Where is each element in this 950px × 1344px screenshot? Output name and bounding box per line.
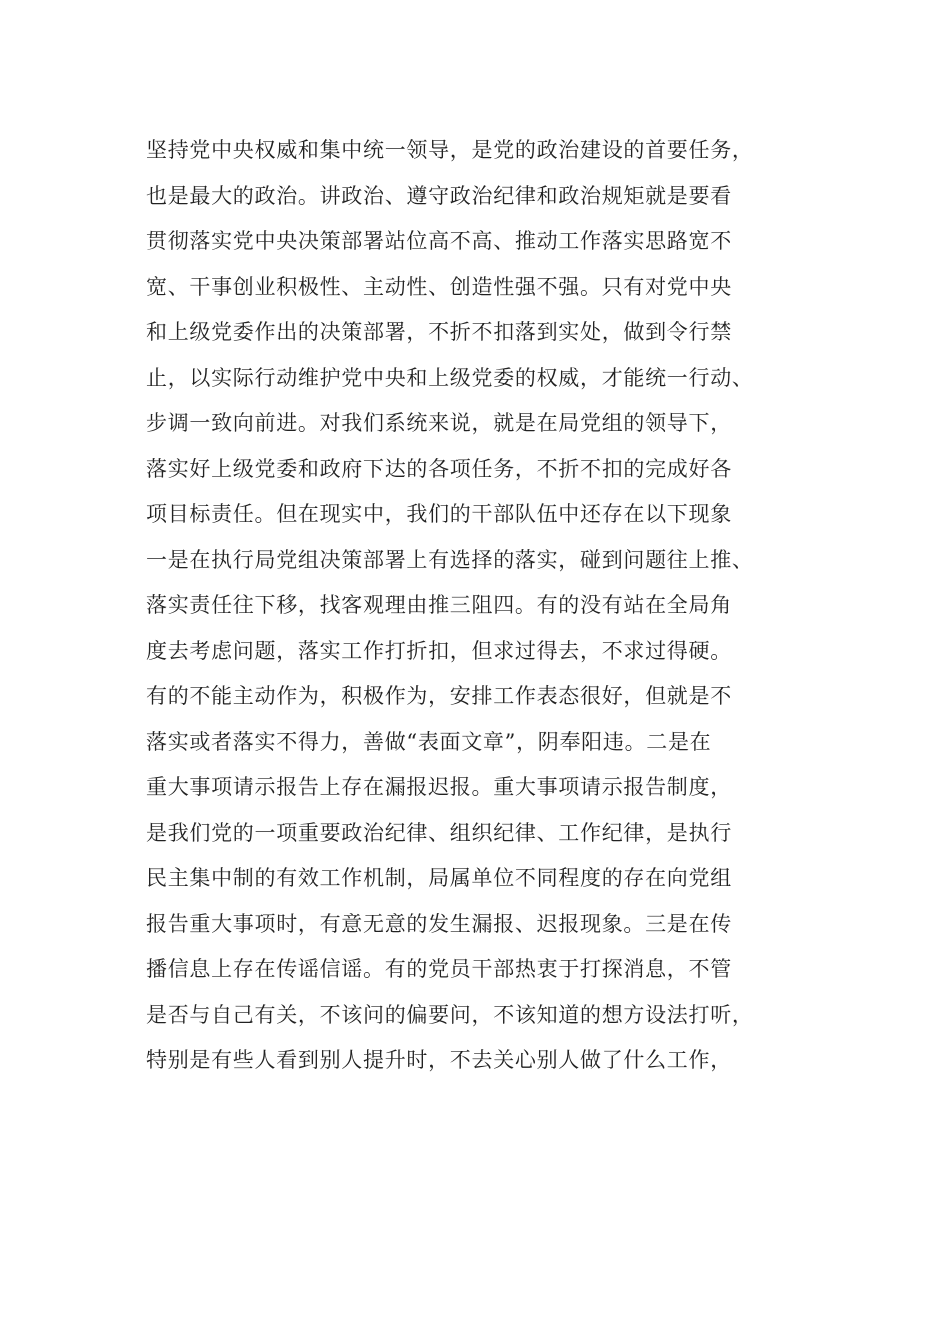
text-line-4: 宽、干事创业积极性、主动性、创造性强不强。只有对党中央	[146, 274, 732, 299]
text-line-10: 一是在执行局党组决策部署上有选择的落实，碰到问题往上推、	[146, 547, 754, 572]
text-line-8: 落实好上级党委和政府下达的各项任务，不折不扣的完成好各	[146, 456, 732, 481]
body-text	[146, 128, 826, 1084]
text-line-15: 重大事项请示报告上存在漏报迟报。重大事项请示报告制度，	[146, 775, 732, 799]
text-line-12: 度去考虑问题，落实工作打折扣，但求过得去，不求过得硬。	[146, 638, 732, 663]
text-line-6: 止，以实际行动维护党中央和上级党委的权威，才能统一行动、	[146, 365, 754, 390]
text-line-11: 落实责任往下移，找客观理由推三阻四。有的没有站在全局角	[146, 593, 732, 617]
text-line-14: 落实或者落实不得力，善做“表面文章”，阴奉阳违。二是在	[146, 729, 712, 754]
text-line-1: 坚持党中央权威和集中统一领导，是党的政治建设的首要任务，	[146, 138, 754, 162]
text-line-16: 是我们党的一项重要政治纪律、组织纪律、工作纪律，是执行	[146, 820, 732, 845]
text-line-18: 报告重大事项时，有意无意的发生漏报、迟报现象。三是在传	[146, 911, 732, 936]
text-line-21: 特别是有些人看到别人提升时，不去关心别人做了什么工作，	[146, 1048, 732, 1072]
text-line-20: 是否与自己有关，不该问的偏要问，不该知道的想方设法打听，	[146, 1002, 754, 1027]
text-line-17: 民主集中制的有效工作机制，局属单位不同程度的存在向党组	[146, 866, 732, 890]
text-line-3: 贯彻落实党中央决策部署站位高不高、推动工作落实思路宽不	[146, 229, 732, 253]
text-line-2: 也是最大的政治。讲政治、遵守政治纪律和政治规矩就是要看	[146, 183, 732, 208]
text-line-13: 有的不能主动作为，积极作为，安排工作表态很好，但就是不	[146, 684, 732, 708]
text-line-5: 和上级党委作出的决策部署，不折不扣落到实处，做到令行禁	[146, 320, 732, 344]
text-line-9: 项目标责任。但在现实中，我们的干部队伍中还存在以下现象	[146, 502, 732, 526]
text-line-7: 步调一致向前进。对我们系统来说，就是在局党组的领导下，	[146, 411, 732, 435]
text-line-19: 播信息上存在传谣信谣。有的党员干部热衷于打探消息，不管	[146, 957, 732, 981]
